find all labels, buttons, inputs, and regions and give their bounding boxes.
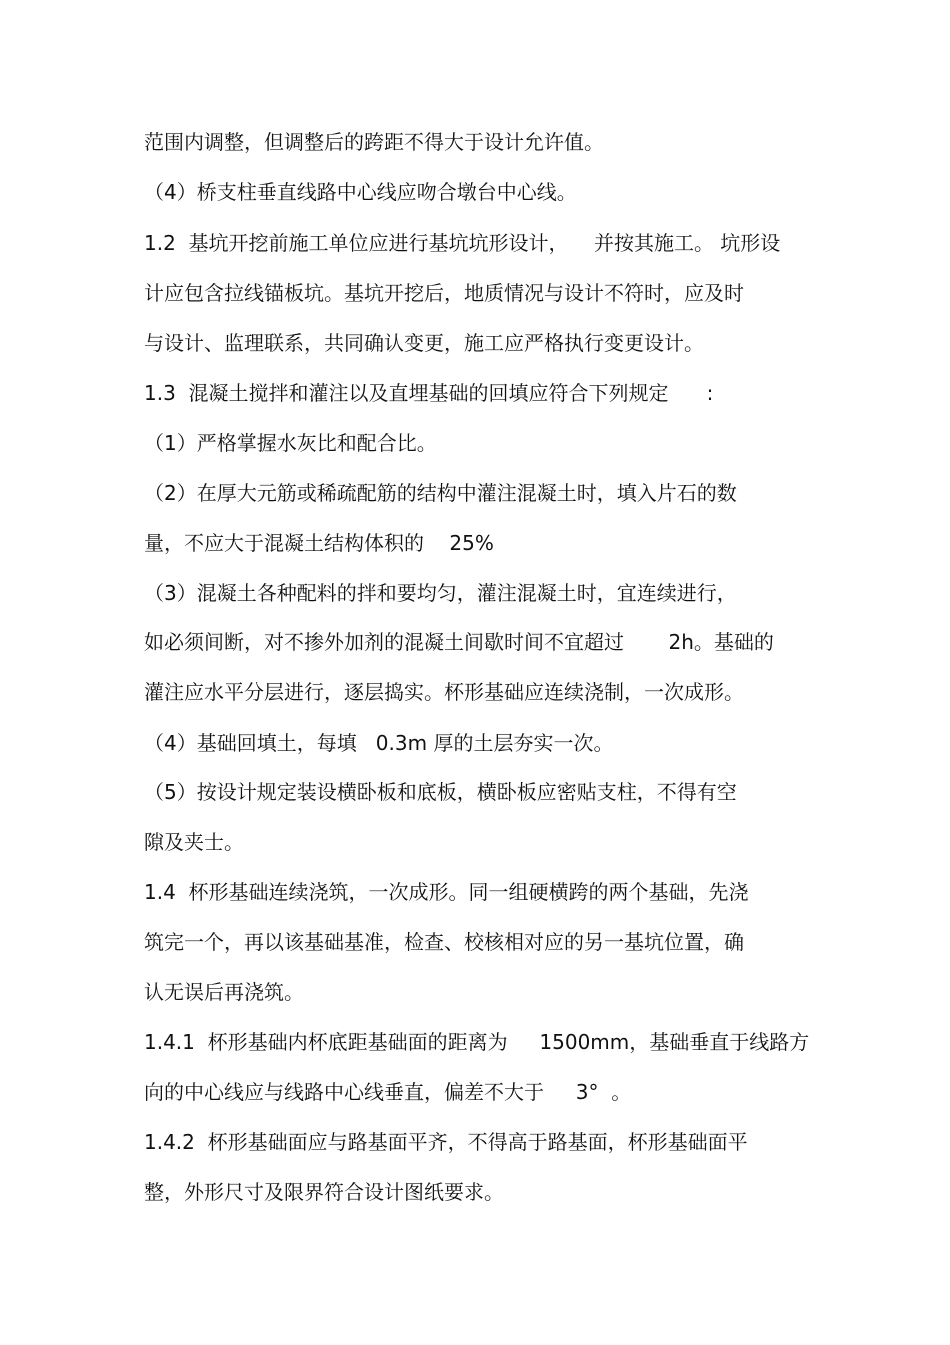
text-line: 计应包含拉线锚板坑。基坑开挖后，地质情况与设计不符时，应及时 [144, 281, 744, 305]
text-line: 认无误后再浇筑。 [144, 980, 304, 1004]
text-line: 整，外形尺寸及限界符合设计图纸要求。 [144, 1180, 504, 1204]
section-heading-1-4-2: 1.4.2 杯形基础面应与路基面平齐，不得高于路基面，杯形基础面平 [144, 1130, 748, 1154]
text-line: 灌注应水平分层进行，逐层捣实。杯形基础应连续浇制，一次成形。 [144, 680, 744, 704]
text-line: （5）按设计规定装设横卧板和底板，横卧板应密贴支柱，不得有空 [144, 780, 737, 804]
section-heading-1-2: 1.2 基坑开挖前施工单位应进行基坑坑形设计， 并按其施工。 坑形设 [144, 231, 781, 255]
section-heading-1-4-1: 1.4.1 杯形基础内杯底距基础面的距离为 1500mm，基础垂直于线路方 [144, 1030, 810, 1054]
text-line: （3）混凝土各种配料的拌和要均匀，灌注混凝土时，宜连续进行， [144, 581, 737, 605]
text-line: 与设计、监理联系，共同确认变更，施工应严格执行变更设计。 [144, 331, 704, 355]
text-line: 如必须间断，对不掺外加剂的混凝土间歇时间不宜超过 2h。基础的 [144, 630, 774, 654]
text-line: （4）基础回填土，每填 0.3m 厚的土层夯实一次。 [144, 731, 614, 755]
text-line: （1）严格掌握水灰比和配合比。 [144, 431, 437, 455]
text-line: 向的中心线应与线路中心线垂直，偏差不大于 3° 。 [144, 1080, 632, 1104]
text-line: 隙及夹士。 [144, 830, 244, 854]
text-line: （4）桥支柱垂直线路中心线应吻合墩台中心线。 [144, 180, 577, 204]
text-line: （2）在厚大元筋或稀疏配筋的结构中灌注混凝土时，填入片石的数 [144, 481, 737, 505]
text-line: 范围内调整，但调整后的跨距不得大于设计允许值。 [144, 130, 604, 154]
section-heading-1-3: 1.3 混凝土搅拌和灌注以及直埋基础的回填应符合下列规定 : [144, 381, 714, 405]
section-heading-1-4: 1.4 杯形基础连续浇筑，一次成形。同一组硬横跨的两个基础，先浇 [144, 880, 749, 904]
text-line: 量，不应大于混凝土结构体积的 25% [144, 531, 494, 555]
text-line: 筑完一个，再以该基础基准，检查、校核相对应的另一基坑位置，确 [144, 930, 744, 954]
